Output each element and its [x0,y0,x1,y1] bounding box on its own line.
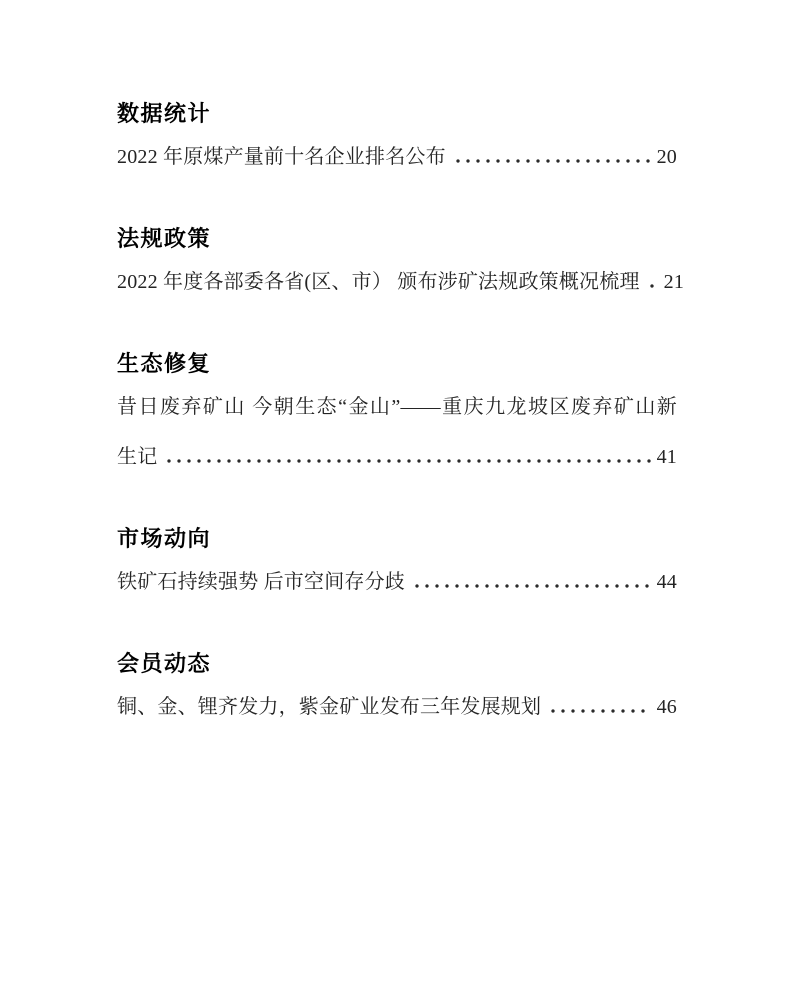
toc-entry [117,269,685,295]
toc-entry [117,394,677,470]
entry-page-number: 46 [656,696,677,718]
table-of-contents [117,101,685,776]
dot-leader [415,584,651,588]
section-heading: 法规政策 [117,226,212,251]
section-heading: 会员动态 [117,651,212,676]
section-heading: 生态修复 [117,351,212,376]
toc-entry [117,569,677,595]
entry-title: 2022 年原煤产量前十名企业排名公布 [117,146,446,168]
toc-entry [117,694,677,720]
entry-page-number: 20 [656,146,677,168]
toc-entry-row [117,269,685,295]
toc-entry-row [117,569,677,595]
dot-leader [650,284,658,288]
dot-leader [551,709,650,713]
toc-section-member-news [117,651,677,720]
entry-title: 2022 年度各部委各省(区、市） 颁布涉矿法规政策概况梳理 [117,271,640,293]
toc-section-ecological-restoration [117,351,677,470]
toc-section-data-statistics [117,101,677,170]
section-heading: 数据统计 [117,101,212,126]
entry-title: 铜、金、锂齐发力，紫金矿业发布三年发展规划 [117,696,542,718]
toc-entry-row [117,694,677,720]
entry-page-number: 21 [663,271,685,293]
entry-page-number: 41 [656,446,677,468]
entry-title: 铁矿石持续强势 后市空间存分歧 [117,571,405,593]
dot-leader [456,159,651,163]
entry-title-line-2: 生记 [117,446,158,468]
entry-title-line-1: 昔日废弃矿山 今朝生态“金山”——重庆九龙坡区废弃矿山新 [117,396,677,418]
toc-entry-row [117,144,677,170]
toc-entry [117,144,677,170]
entry-page-number: 44 [656,571,677,593]
toc-entry-row [117,444,677,470]
toc-section-laws-policies [117,226,685,295]
section-heading: 市场动向 [117,526,212,551]
toc-section-market-trends [117,526,677,595]
dot-leader [167,459,650,463]
